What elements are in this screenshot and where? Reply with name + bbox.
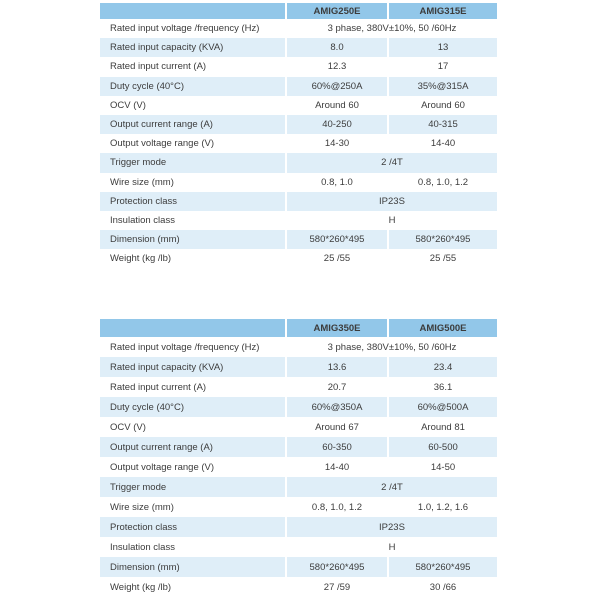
value-cell: 1.0, 1.2, 1.6 <box>387 497 497 517</box>
spec-row <box>100 173 497 192</box>
row-label: OCV (V) <box>100 96 285 115</box>
spec-row <box>100 192 497 211</box>
value-cell: 13.6 <box>285 357 387 377</box>
value-cell-span: IP23S <box>285 517 497 537</box>
row-label: Rated input current (A) <box>100 57 285 76</box>
value-cell: 14-50 <box>387 457 497 477</box>
spec-row <box>100 134 497 153</box>
spec-row <box>100 477 497 497</box>
value-cell-span: H <box>285 537 497 557</box>
value-cell: 40-250 <box>285 115 387 134</box>
spec-row <box>100 115 497 134</box>
value-cell: 60%@250A <box>285 77 387 96</box>
column-header: AMIG250E <box>285 3 387 19</box>
value-cell: Around 60 <box>285 96 387 115</box>
row-label: Output voltage range (V) <box>100 457 285 477</box>
value-cell: 580*260*495 <box>285 230 387 249</box>
value-cell: 14-40 <box>387 134 497 153</box>
value-cell: 8.0 <box>285 38 387 57</box>
value-cell: 30 /66 <box>387 577 497 597</box>
value-cell: 35%@315A <box>387 77 497 96</box>
value-cell: 20.7 <box>285 377 387 397</box>
value-cell: 40-315 <box>387 115 497 134</box>
value-cell-span: 3 phase, 380V±10%, 50 /60Hz <box>285 337 497 357</box>
spec-row <box>100 77 497 96</box>
row-label: Duty cycle (40°C) <box>100 397 285 417</box>
row-label: Rated input voltage /frequency (Hz) <box>100 337 285 357</box>
row-label: Rated input current (A) <box>100 377 285 397</box>
row-label: Wire size (mm) <box>100 173 285 192</box>
row-label: Output voltage range (V) <box>100 134 285 153</box>
value-cell: 14-30 <box>285 134 387 153</box>
row-label: Trigger mode <box>100 477 285 497</box>
column-header: AMIG315E <box>387 3 497 19</box>
value-cell-span: H <box>285 211 497 230</box>
value-cell: 25 /55 <box>387 249 497 268</box>
spec-row <box>100 211 497 230</box>
spec-row <box>100 57 497 76</box>
value-cell: 580*260*495 <box>387 230 497 249</box>
value-cell: 580*260*495 <box>387 557 497 577</box>
value-cell: 60%@500A <box>387 397 497 417</box>
spec-row <box>100 357 497 377</box>
value-cell: 60-350 <box>285 437 387 457</box>
value-cell: 0.8, 1.0, 1.2 <box>285 497 387 517</box>
spec-row <box>100 557 497 577</box>
row-label: Output current range (A) <box>100 115 285 134</box>
row-label: Protection class <box>100 192 285 211</box>
spec-row <box>100 153 497 172</box>
value-cell: 25 /55 <box>285 249 387 268</box>
value-cell: 36.1 <box>387 377 497 397</box>
spec-row <box>100 497 497 517</box>
spec-row <box>100 457 497 477</box>
value-cell: Around 67 <box>285 417 387 437</box>
row-label: Wire size (mm) <box>100 497 285 517</box>
row-label: OCV (V) <box>100 417 285 437</box>
value-cell: 13 <box>387 38 497 57</box>
value-cell: Around 60 <box>387 96 497 115</box>
value-cell: 17 <box>387 57 497 76</box>
spec-row <box>100 249 497 268</box>
header-row <box>100 3 497 19</box>
value-cell-span: 2 /4T <box>285 153 497 172</box>
row-label: Output current range (A) <box>100 437 285 457</box>
spec-row <box>100 377 497 397</box>
spec-table-header <box>100 3 497 19</box>
row-label: Duty cycle (40°C) <box>100 77 285 96</box>
spec-row <box>100 417 497 437</box>
spec-row <box>100 96 497 115</box>
spec-table-body <box>100 337 497 597</box>
row-label: Weight (kg /lb) <box>100 249 285 268</box>
row-label: Insulation class <box>100 537 285 557</box>
value-cell: 0.8, 1.0 <box>285 173 387 192</box>
corner-cell <box>100 3 285 19</box>
row-label: Insulation class <box>100 211 285 230</box>
row-label: Rated input voltage /frequency (Hz) <box>100 19 285 38</box>
row-label: Rated input capacity (KVA) <box>100 357 285 377</box>
row-label: Rated input capacity (KVA) <box>100 38 285 57</box>
spec-row <box>100 337 497 357</box>
spec-row <box>100 537 497 557</box>
value-cell-span: 3 phase, 380V±10%, 50 /60Hz <box>285 19 497 38</box>
value-cell: 60-500 <box>387 437 497 457</box>
value-cell: 0.8, 1.0, 1.2 <box>387 173 497 192</box>
spec-row <box>100 397 497 417</box>
row-label: Weight (kg /lb) <box>100 577 285 597</box>
spec-table-header <box>100 319 497 337</box>
corner-cell <box>100 319 285 337</box>
column-header: AMIG500E <box>387 319 497 337</box>
spec-row <box>100 437 497 457</box>
value-cell: 14-40 <box>285 457 387 477</box>
value-cell: 12.3 <box>285 57 387 76</box>
value-cell: 580*260*495 <box>285 557 387 577</box>
spec-table-body <box>100 19 497 268</box>
value-cell: 60%@350A <box>285 397 387 417</box>
column-header: AMIG350E <box>285 319 387 337</box>
spec-row <box>100 38 497 57</box>
value-cell-span: 2 /4T <box>285 477 497 497</box>
spec-row <box>100 577 497 597</box>
spec-row <box>100 230 497 249</box>
spec-table-amig250e-amig315e <box>100 3 497 268</box>
value-cell: Around 81 <box>387 417 497 437</box>
row-label: Dimension (mm) <box>100 230 285 249</box>
spec-table-amig350e-amig500e <box>100 319 497 597</box>
value-cell: 27 /59 <box>285 577 387 597</box>
row-label: Protection class <box>100 517 285 537</box>
spec-row <box>100 517 497 537</box>
row-label: Trigger mode <box>100 153 285 172</box>
spec-row <box>100 19 497 38</box>
value-cell-span: IP23S <box>285 192 497 211</box>
header-row <box>100 319 497 337</box>
row-label: Dimension (mm) <box>100 557 285 577</box>
value-cell: 23.4 <box>387 357 497 377</box>
